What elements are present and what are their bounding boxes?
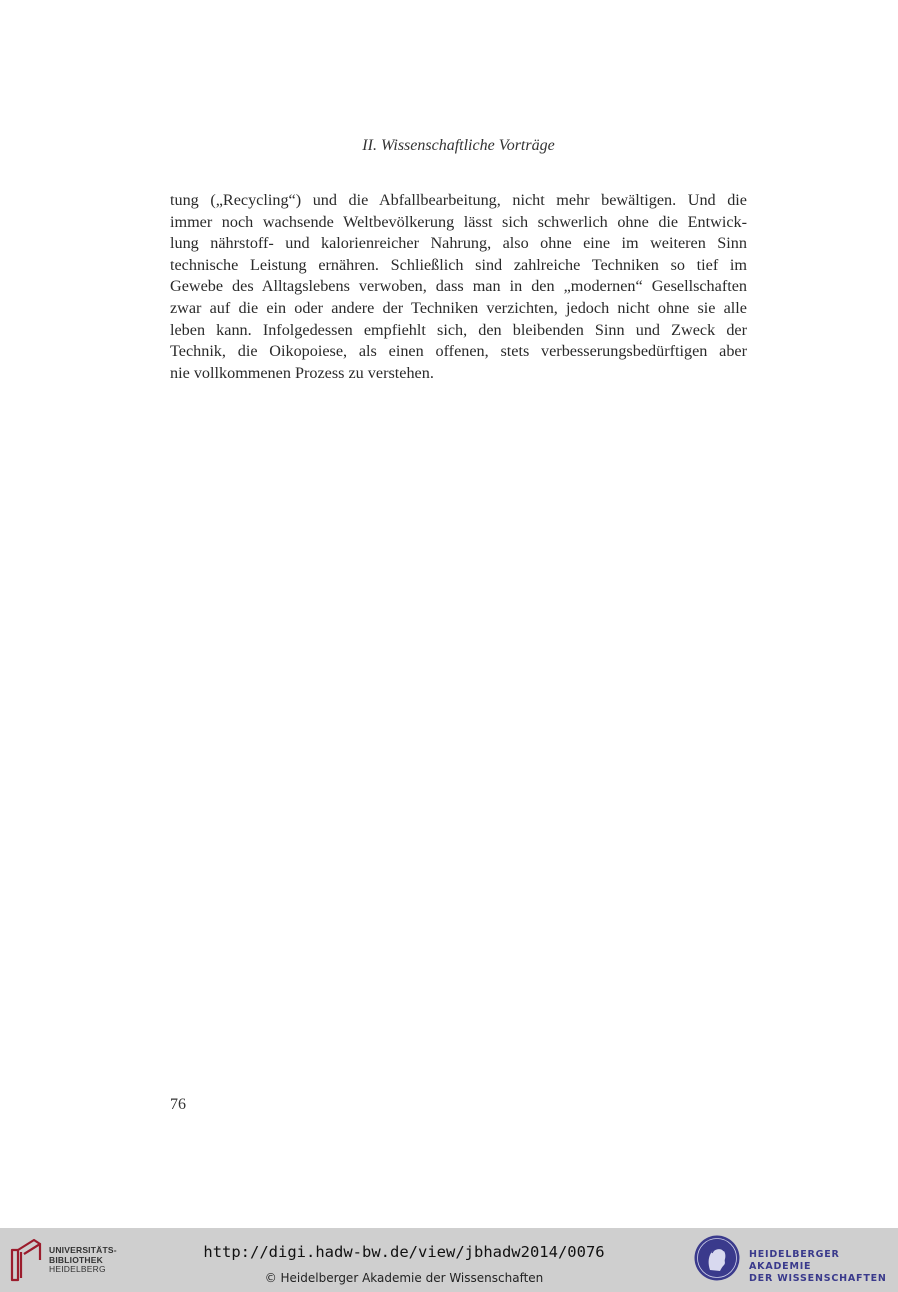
text-line: tung („Recycling“) und die Abfallbearbeitung, nicht mehr bewältigen. Und die bbox=[170, 191, 747, 209]
body-paragraph bbox=[170, 190, 747, 384]
academy-name bbox=[749, 1249, 893, 1285]
logo-text-line: HEIDELBERG bbox=[49, 1264, 106, 1274]
logo-text-line: BIBLIOTHEK bbox=[49, 1254, 103, 1265]
text-line: technische Leistung ernähren. Schließlich sind zahlreiche Techniken so tief im bbox=[170, 255, 747, 274]
text-line: leben kann. Infolgedessen empfiehlt sich, den bleibenden Sinn und Zweck der bbox=[170, 320, 747, 339]
text-line: Technik, die Oikopoiese, als einen offenen, stets verbesserungsbedürftigen aber bbox=[170, 342, 747, 361]
logo-text-line: UNIVERSITÄTS- bbox=[49, 1245, 117, 1255]
text-line: nie vollkommenen Prozess zu verstehen. bbox=[170, 363, 434, 382]
text-line: Gewebe des Alltagslebens verwoben, dass man in den „modernen“ Gesellschaften bbox=[170, 277, 747, 296]
permalink-url[interactable]: http://digi.hadw-bw.de/view/jbhadw2014/0076 bbox=[203, 1243, 605, 1261]
page-number: 76 bbox=[170, 1096, 186, 1113]
text-line: zwar auf die ein oder andere der Techniken verzichten, jedoch nicht ohne sie alle bbox=[170, 298, 747, 317]
copyright-notice: © Heidelberger Akademie der Wissenschaften bbox=[264, 1271, 544, 1285]
running-head: II. Wissenschaftliche Vorträge bbox=[362, 137, 555, 154]
logo-text-line: DER WISSENSCHAFTEN bbox=[749, 1273, 887, 1284]
academy-seal-icon bbox=[693, 1234, 741, 1282]
footer-bar bbox=[0, 1228, 898, 1292]
logo-text-line: HEIDELBERGER AKADEMIE bbox=[749, 1249, 840, 1272]
text-line: immer noch wachsende Weltbevölkerung lässt sich schwerlich ohne die Entwick- bbox=[170, 212, 747, 231]
text-line: lung nährstoff- und kalorienreicher Nahrung, also ohne eine im weiteren Sinn bbox=[170, 234, 747, 253]
academy-logo[interactable] bbox=[693, 1234, 893, 1286]
